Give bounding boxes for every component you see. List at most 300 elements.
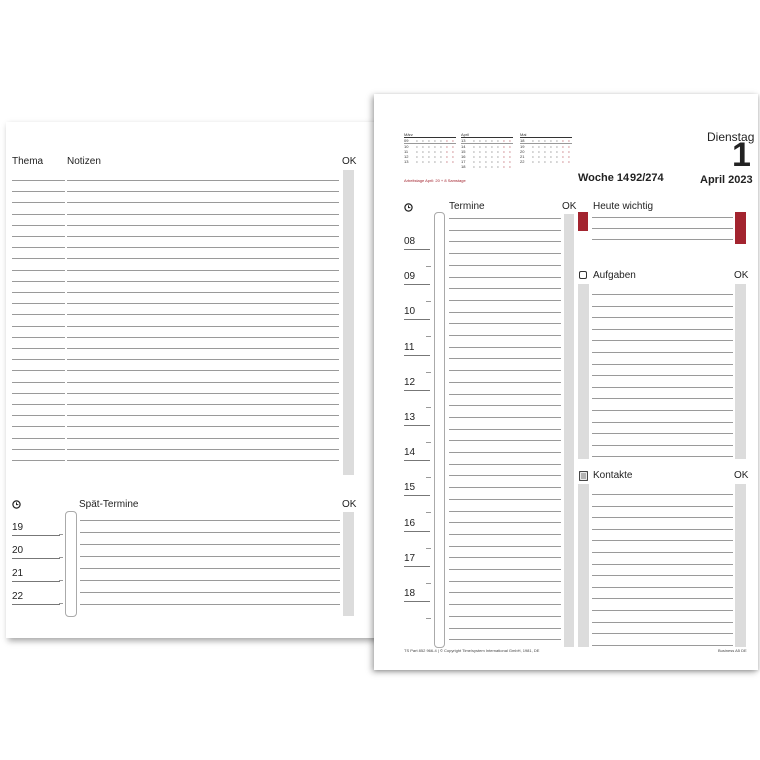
aufgaben-header: Aufgaben — [593, 270, 636, 281]
aufgaben-line — [592, 329, 733, 330]
mini-calendar-day: • — [532, 154, 534, 159]
mini-calendar-day: • — [568, 154, 570, 159]
aufgaben-line — [592, 398, 733, 399]
heute-line — [592, 239, 733, 240]
late-line — [80, 580, 340, 581]
late-hour-label: 21 — [12, 568, 24, 579]
mini-calendar-day: • — [503, 144, 505, 149]
thema-line — [12, 449, 65, 450]
aufgaben-line — [592, 422, 733, 423]
mini-calendar-day: • — [422, 149, 424, 154]
kontakte-line — [592, 598, 733, 599]
hour-underline — [404, 319, 430, 320]
day-number: 1 — [732, 136, 751, 174]
thema-line — [12, 415, 65, 416]
hour-underline — [404, 495, 430, 496]
kontakte-line — [592, 633, 733, 634]
late-line — [80, 568, 340, 569]
mini-calendar-day: • — [422, 159, 424, 164]
heute-red-column — [735, 212, 746, 244]
notes-line — [67, 370, 339, 371]
mini-calendar-day: • — [497, 144, 499, 149]
mini-calendar-day: • — [446, 159, 448, 164]
aufgaben-line — [592, 364, 733, 365]
mini-calendar-day: • — [446, 154, 448, 159]
notizen-header: Notizen — [67, 156, 101, 167]
mini-calendar-day: • — [428, 149, 430, 154]
mini-calendar-week: 13 — [404, 159, 409, 164]
termine-ok-header: OK — [562, 201, 577, 212]
half-hour-tick — [426, 512, 431, 513]
mini-calendar-day: • — [562, 154, 564, 159]
mini-calendar-day: • — [503, 154, 505, 159]
mini-calendar-day: • — [479, 149, 481, 154]
mini-calendar-day: • — [538, 154, 540, 159]
footer-right: Business A5 DE — [718, 648, 747, 653]
thema-line — [12, 281, 65, 282]
mini-calendar-day: • — [509, 144, 511, 149]
mini-calendar-day: • — [562, 149, 564, 154]
mini-calendar-week: 10 — [404, 144, 409, 149]
mini-calendar-day: • — [538, 149, 540, 154]
aufgaben-ok-column — [735, 284, 746, 459]
kontakte-line — [592, 517, 733, 518]
mini-calendar-day: • — [562, 159, 564, 164]
ok-column — [343, 170, 354, 475]
mini-calendar-week: 14 — [461, 144, 466, 149]
mini-calendar-day: • — [452, 154, 454, 159]
mini-calendar-day: • — [532, 144, 534, 149]
mini-calendar-day: • — [550, 159, 552, 164]
notes-line — [67, 359, 339, 360]
half-hour-tick — [426, 618, 431, 619]
aufgaben-line — [592, 352, 733, 353]
notes-line — [67, 202, 339, 203]
spaet-termine-header: Spät-Termine — [79, 499, 139, 510]
mini-calendar-day: • — [562, 138, 564, 143]
half-hour-tick — [426, 266, 431, 267]
mini-calendar-week: 09 — [404, 138, 409, 143]
termine-line — [449, 405, 561, 406]
mini-calendar-day: • — [473, 164, 475, 169]
mini-calendar-week: 22 — [520, 159, 525, 164]
thema-line — [12, 180, 65, 181]
heute-line — [592, 228, 733, 229]
mini-calendar-day: • — [473, 149, 475, 154]
mini-calendar-day: • — [434, 144, 436, 149]
mini-calendar-day: • — [422, 138, 424, 143]
notes-line — [67, 292, 339, 293]
kontakte-ok-column — [735, 484, 746, 647]
aufgaben-line — [592, 317, 733, 318]
notes-line — [67, 460, 339, 461]
mini-calendar-day: • — [556, 144, 558, 149]
late-line — [80, 556, 340, 557]
notes-line — [67, 326, 339, 327]
mini-cal-note: Arbeitstage April: 20 + 8 Samstage — [404, 178, 466, 183]
aufgaben-ok-header: OK — [734, 270, 749, 281]
mini-calendar-day: • — [509, 149, 511, 154]
thema-line — [12, 359, 65, 360]
aufgaben-line — [592, 375, 733, 376]
half-hour-tick — [426, 548, 431, 549]
mini-calendar-day: • — [485, 144, 487, 149]
kontakte-line — [592, 552, 733, 553]
half-hour-tick — [426, 301, 431, 302]
termine-line — [449, 440, 561, 441]
mini-calendar — [520, 132, 572, 164]
mini-calendar-day: • — [532, 138, 534, 143]
hour-underline — [12, 581, 60, 582]
contacts-icon — [579, 471, 588, 481]
thema-line — [12, 247, 65, 248]
mini-calendar-day: • — [503, 159, 505, 164]
clock-icon — [12, 500, 21, 509]
mini-calendar-day: • — [485, 159, 487, 164]
mini-calendar-day: • — [491, 138, 493, 143]
half-hour-tick — [59, 603, 63, 604]
termine-line — [449, 511, 561, 512]
mini-calendar-day: • — [485, 138, 487, 143]
aufgaben-line — [592, 433, 733, 434]
termine-line — [449, 487, 561, 488]
mini-calendar-day: • — [428, 138, 430, 143]
mini-calendar-day: • — [491, 154, 493, 159]
half-hour-tick — [426, 583, 431, 584]
mini-calendar-day: • — [568, 138, 570, 143]
week-number: Woche 14 — [578, 172, 630, 184]
aufgaben-line — [592, 340, 733, 341]
hour-label: 13 — [404, 412, 416, 423]
kontakte-line — [592, 622, 733, 623]
mini-calendar-day: • — [497, 164, 499, 169]
mini-calendar-week: 17 — [461, 159, 466, 164]
late-hour-label: 22 — [12, 591, 24, 602]
mini-calendar-day: • — [479, 138, 481, 143]
hour-label: 17 — [404, 553, 416, 564]
termine-line — [449, 347, 561, 348]
mini-calendar-day: • — [440, 159, 442, 164]
notes-line — [67, 236, 339, 237]
mini-calendar-day: • — [479, 154, 481, 159]
mini-calendar-day: • — [556, 149, 558, 154]
mini-calendar-day: • — [416, 154, 418, 159]
mini-calendar-day: • — [479, 164, 481, 169]
mini-calendar-day: • — [503, 138, 505, 143]
thema-line — [12, 314, 65, 315]
late-line — [80, 592, 340, 593]
mini-calendar-week: 21 — [520, 154, 525, 159]
mini-calendar-day: • — [503, 149, 505, 154]
mini-calendar-day: • — [509, 164, 511, 169]
hour-underline — [12, 604, 60, 605]
late-hour-label: 19 — [12, 522, 24, 533]
termine-line — [449, 475, 561, 476]
termine-line — [449, 639, 561, 640]
mini-calendar-day: • — [544, 159, 546, 164]
termine-line — [449, 370, 561, 371]
hour-underline — [404, 284, 430, 285]
half-hour-tick — [426, 477, 431, 478]
hour-label: 10 — [404, 306, 416, 317]
mini-calendar-day: • — [416, 159, 418, 164]
mini-calendar-day: • — [550, 144, 552, 149]
mini-calendar-day: • — [479, 144, 481, 149]
notes-line — [67, 281, 339, 282]
hour-underline — [404, 355, 430, 356]
late-line — [80, 604, 340, 605]
termine-line — [449, 569, 561, 570]
aufgaben-line — [592, 387, 733, 388]
mini-calendar-week: 18 — [461, 164, 466, 169]
thema-line — [12, 393, 65, 394]
mini-calendar-day: • — [538, 144, 540, 149]
mini-calendar-day: • — [532, 159, 534, 164]
mini-calendar-day: • — [428, 154, 430, 159]
mini-calendar-day: • — [473, 138, 475, 143]
mini-calendar-day: • — [422, 154, 424, 159]
mini-calendar-week: 19 — [520, 144, 525, 149]
termine-line — [449, 312, 561, 313]
notes-line — [67, 225, 339, 226]
mini-calendar-day: • — [452, 138, 454, 143]
kontakte-line — [592, 494, 733, 495]
mini-calendar-week: 13 — [461, 138, 466, 143]
mini-calendar-day: • — [473, 154, 475, 159]
half-hour-tick — [59, 557, 63, 558]
ok-column-2 — [343, 512, 354, 616]
mini-calendar — [461, 132, 513, 169]
thema-line — [12, 225, 65, 226]
notes-line — [67, 438, 339, 439]
checkbox-icon — [579, 271, 587, 279]
mini-calendar-day: • — [452, 144, 454, 149]
thema-line — [12, 404, 65, 405]
mini-calendar-day: • — [416, 144, 418, 149]
kontakte-left-column — [578, 484, 589, 647]
hour-label: 08 — [404, 236, 416, 247]
mini-calendar — [404, 132, 456, 164]
thema-line — [12, 348, 65, 349]
termine-line — [449, 218, 561, 219]
kontakte-line — [592, 540, 733, 541]
notes-line — [67, 270, 339, 271]
aufgaben-line — [592, 294, 733, 295]
mini-calendar-day: • — [503, 164, 505, 169]
termine-ok-column — [564, 214, 574, 647]
aufgaben-line — [592, 306, 733, 307]
mini-calendar-day: • — [497, 154, 499, 159]
mini-calendar-day: • — [434, 149, 436, 154]
mini-calendar-day: • — [550, 149, 552, 154]
mini-calendar-day: • — [556, 154, 558, 159]
mini-calendar-day: • — [550, 138, 552, 143]
termine-line — [449, 581, 561, 582]
mini-calendar-day: • — [544, 144, 546, 149]
half-hour-tick — [426, 442, 431, 443]
right-planner-page — [374, 94, 758, 670]
notes-line — [67, 382, 339, 383]
thema-line — [12, 214, 65, 215]
mini-calendar-day: • — [440, 149, 442, 154]
aufgaben-line — [592, 410, 733, 411]
termine-line — [449, 358, 561, 359]
mini-calendar-day: • — [497, 149, 499, 154]
mini-calendar-day: • — [485, 164, 487, 169]
notes-line — [67, 426, 339, 427]
notes-line — [67, 337, 339, 338]
notes-line — [67, 415, 339, 416]
late-line — [80, 520, 340, 521]
mini-calendar-day: • — [509, 159, 511, 164]
thema-line — [12, 426, 65, 427]
hour-label: 18 — [404, 588, 416, 599]
day-count: 92/274 — [630, 172, 664, 184]
ok-header-2: OK — [342, 499, 357, 510]
mini-calendar-day: • — [550, 154, 552, 159]
late-hour-label: 20 — [12, 545, 24, 556]
weekday: Dienstag — [707, 130, 755, 144]
thema-line — [12, 303, 65, 304]
aufgaben-line — [592, 456, 733, 457]
termine-line — [449, 335, 561, 336]
hour-label: 09 — [404, 271, 416, 282]
thema-header: Thema — [12, 156, 44, 167]
left-planner-page — [6, 122, 390, 638]
hour-label: 15 — [404, 482, 416, 493]
kontakte-line — [592, 506, 733, 507]
mini-calendar-day: • — [509, 154, 511, 159]
notes-line — [67, 404, 339, 405]
kontakte-line — [592, 529, 733, 530]
termine-line — [449, 616, 561, 617]
aufgaben-left-column — [578, 284, 589, 459]
mini-calendar-day: • — [568, 159, 570, 164]
mini-calendar-day: • — [491, 164, 493, 169]
hour-underline — [404, 249, 430, 250]
mini-calendar-month: April — [461, 132, 470, 137]
mini-calendar-day: • — [491, 144, 493, 149]
termine-line — [449, 288, 561, 289]
termine-line — [449, 452, 561, 453]
heute-wichtig-header: Heute wichtig — [593, 201, 654, 212]
mini-calendar-week: 12 — [404, 154, 409, 159]
mini-calendar-day: • — [452, 159, 454, 164]
mini-calendar-day: • — [544, 149, 546, 154]
mini-calendar-day: • — [446, 149, 448, 154]
mini-calendar-day: • — [556, 159, 558, 164]
heute-red-marker — [578, 212, 588, 231]
half-hour-tick — [426, 407, 431, 408]
time-pill — [65, 511, 77, 617]
termine-header: Termine — [449, 201, 485, 212]
late-line — [80, 544, 340, 545]
mini-calendar-day: • — [428, 159, 430, 164]
kontakte-line — [592, 575, 733, 576]
thema-line — [12, 326, 65, 327]
mini-calendar-day: • — [416, 149, 418, 154]
mini-calendar-week: 11 — [404, 149, 409, 154]
hour-label: 16 — [404, 518, 416, 529]
termine-line — [449, 265, 561, 266]
notes-line — [67, 247, 339, 248]
ok-header: OK — [342, 156, 357, 167]
notes-line — [67, 180, 339, 181]
termine-line — [449, 592, 561, 593]
mini-calendar-week: 20 — [520, 149, 525, 154]
notes-line — [67, 393, 339, 394]
termine-line — [449, 604, 561, 605]
mini-calendar-day: • — [473, 159, 475, 164]
notes-line — [67, 348, 339, 349]
hour-label: 14 — [404, 447, 416, 458]
hour-underline — [404, 425, 430, 426]
thema-line — [12, 270, 65, 271]
thema-line — [12, 438, 65, 439]
termine-line — [449, 230, 561, 231]
hour-underline — [12, 558, 60, 559]
termine-line — [449, 253, 561, 254]
time-pill — [434, 212, 445, 648]
mini-calendar-day: • — [491, 159, 493, 164]
kontakte-ok-header: OK — [734, 470, 749, 481]
mini-calendar-day: • — [538, 138, 540, 143]
hour-underline — [404, 566, 430, 567]
thema-line — [12, 460, 65, 461]
termine-line — [449, 464, 561, 465]
termine-line — [449, 394, 561, 395]
kontakte-line — [592, 610, 733, 611]
mini-calendar-day: • — [440, 138, 442, 143]
kontakte-line — [592, 587, 733, 588]
kontakte-line — [592, 645, 733, 646]
hour-underline — [404, 460, 430, 461]
termine-line — [449, 534, 561, 535]
mini-calendar-day: • — [434, 154, 436, 159]
termine-line — [449, 499, 561, 500]
hour-underline — [404, 601, 430, 602]
termine-line — [449, 323, 561, 324]
mini-calendar-day: • — [446, 138, 448, 143]
mini-calendar-day: • — [532, 149, 534, 154]
mini-calendar-day: • — [422, 144, 424, 149]
footer-left: TS Part 852 966-4 | © Copyright Time/system International GmbH, 1981, DE — [404, 648, 540, 653]
half-hour-tick — [426, 336, 431, 337]
thema-line — [12, 337, 65, 338]
termine-line — [449, 382, 561, 383]
kontakte-line — [592, 564, 733, 565]
heute-line — [592, 217, 733, 218]
mini-calendar-day: • — [568, 149, 570, 154]
mini-calendar-day: • — [485, 154, 487, 159]
mini-calendar-day: • — [497, 138, 499, 143]
termine-line — [449, 628, 561, 629]
mini-calendar-month: März — [404, 132, 413, 137]
hour-label: 12 — [404, 377, 416, 388]
half-hour-tick — [426, 372, 431, 373]
mini-calendar-day: • — [446, 144, 448, 149]
mini-calendar-week: 15 — [461, 149, 466, 154]
mini-calendar-day: • — [497, 159, 499, 164]
termine-line — [449, 522, 561, 523]
mini-calendar-day: • — [479, 159, 481, 164]
mini-calendar-day: • — [452, 149, 454, 154]
mini-calendar-day: • — [544, 138, 546, 143]
mini-calendar-day: • — [434, 138, 436, 143]
hour-underline — [404, 531, 430, 532]
thema-line — [12, 258, 65, 259]
mini-calendar-day: • — [416, 138, 418, 143]
